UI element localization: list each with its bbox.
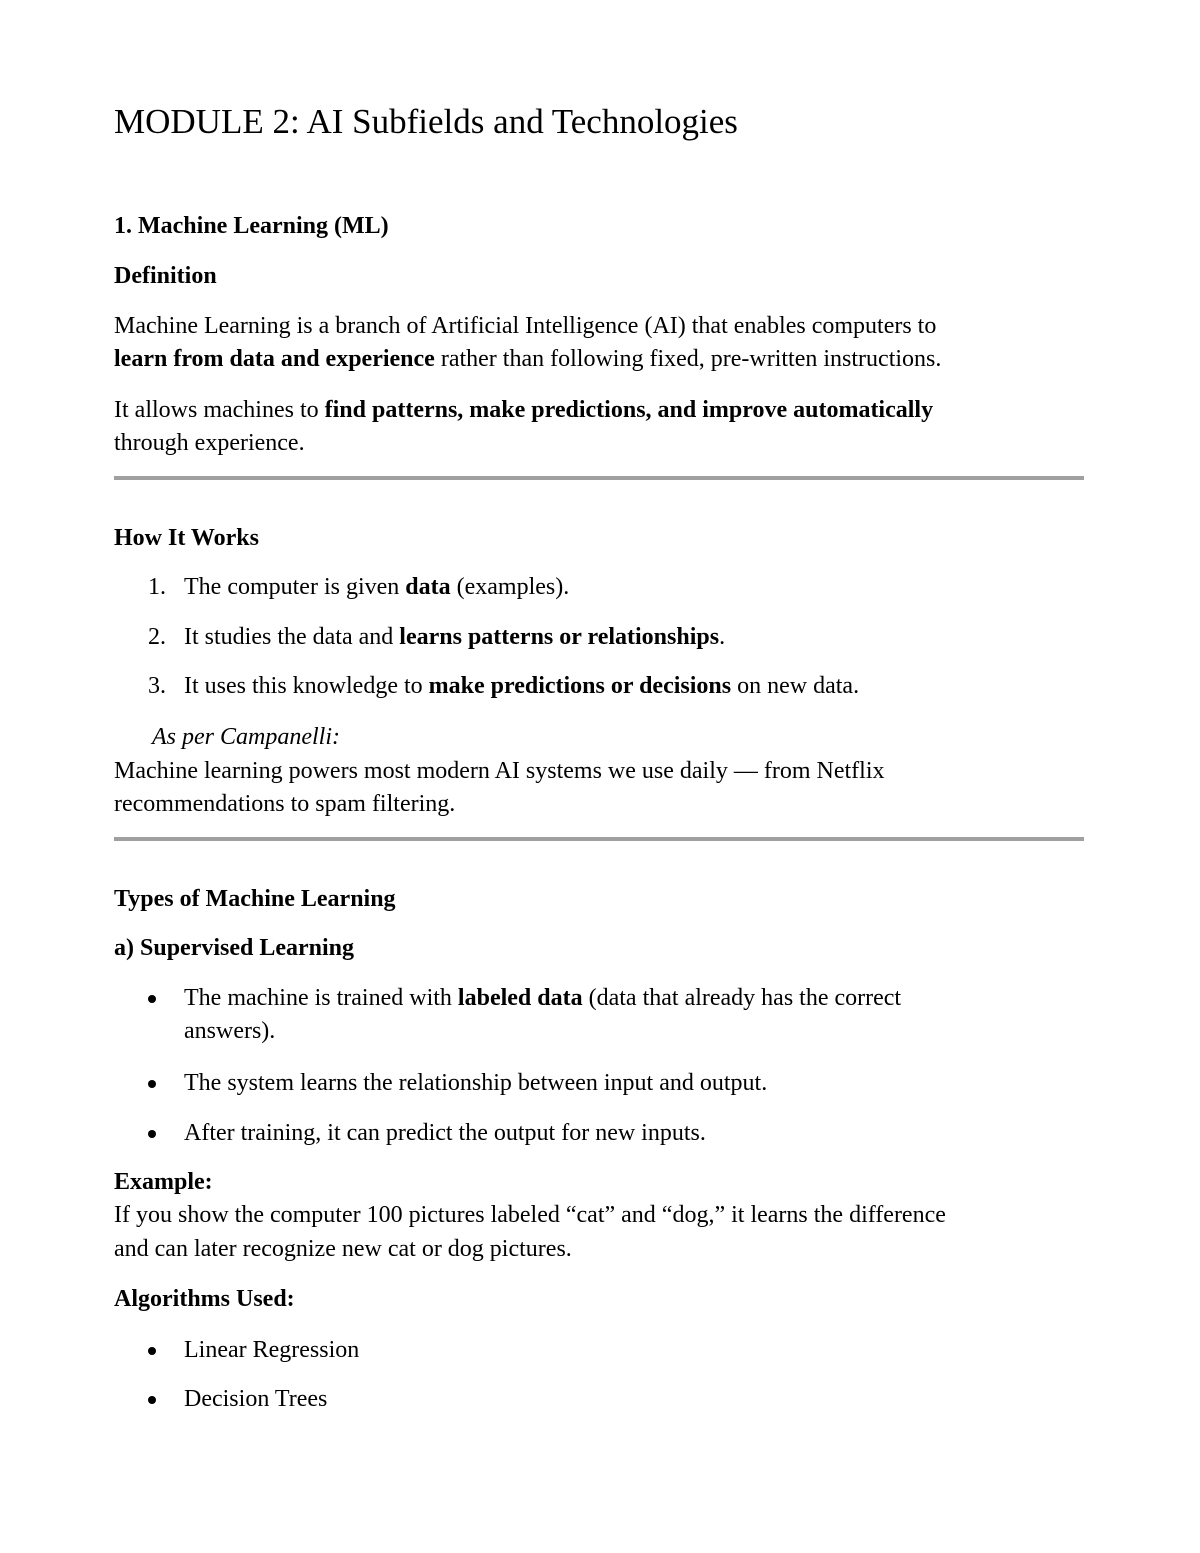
bullet-icon <box>148 1080 156 1088</box>
quote-line-2: recommendations to spam filtering. <box>114 791 456 817</box>
definition-emphasis: learn from data and experience <box>114 346 435 372</box>
step-3-pre: It uses this knowledge to <box>184 673 429 699</box>
source-attribution: As per Campanelli: <box>152 724 340 750</box>
step-1-emphasis: data <box>405 574 451 600</box>
step-number-3: 3. <box>148 673 166 699</box>
capability-line-1 <box>114 395 933 425</box>
capability-intro: It allows machines to <box>114 397 325 423</box>
step-2-emphasis: learns patterns or relationships <box>399 624 720 650</box>
definition-line-2 <box>114 344 941 374</box>
step-1-pre: The computer is given <box>184 574 406 600</box>
step-2-post: . <box>719 624 726 650</box>
bullet-icon <box>148 995 156 1003</box>
example-line-2: and can later recognize new cat or dog pictures. <box>114 1236 572 1262</box>
definition-line-2-rest: rather than following fixed, pre-written instructions. <box>434 346 942 372</box>
bullet-1-line-2: answers). <box>184 1018 276 1044</box>
example-label: Example: <box>114 1169 213 1195</box>
step-number-1: 1. <box>148 574 166 600</box>
algorithm-item: Decision Trees <box>184 1386 328 1412</box>
step-1 <box>184 572 569 602</box>
step-2 <box>184 622 725 652</box>
bullet-icon <box>148 1130 156 1138</box>
bullet-1-post: (data that already has the correct <box>582 985 902 1011</box>
horizontal-rule <box>114 476 1084 480</box>
definition-line-1: Machine Learning is a branch of Artificial Intelligence (AI) that enables computers to <box>114 313 937 339</box>
bullet-3: After training, it can predict the output for new inputs. <box>184 1120 706 1146</box>
step-1-post: (examples). <box>450 574 570 600</box>
capability-line-2: through experience. <box>114 430 305 456</box>
capability-emphasis: find patterns, make predictions, and improve automatically <box>324 397 934 423</box>
page-title: MODULE 2: AI Subfields and Technologies <box>114 102 738 141</box>
bullet-1-emphasis: labeled data <box>457 985 583 1011</box>
section-heading-machine-learning: 1. Machine Learning (ML) <box>114 213 389 239</box>
bullet-icon <box>148 1396 156 1404</box>
step-3-emphasis: make predictions or decisions <box>428 673 732 699</box>
bullet-2: The system learns the relationship between input and output. <box>184 1070 768 1096</box>
step-3 <box>184 671 859 701</box>
bullet-1-pre: The machine is trained with <box>184 985 458 1011</box>
algorithm-item: Linear Regression <box>184 1337 360 1363</box>
bullet-1-line-1 <box>184 983 901 1013</box>
supervised-learning-heading: a) Supervised Learning <box>114 935 355 961</box>
types-heading: Types of Machine Learning <box>114 886 396 912</box>
definition-label: Definition <box>114 263 217 289</box>
horizontal-rule <box>114 837 1084 841</box>
algorithms-label: Algorithms Used: <box>114 1286 295 1312</box>
how-it-works-heading: How It Works <box>114 525 259 551</box>
bullet-icon <box>148 1347 156 1355</box>
quote-line-1: Machine learning powers most modern AI systems we use daily — from Netflix <box>114 758 885 784</box>
example-line-1: If you show the computer 100 pictures labeled “cat” and “dog,” it learns the difference <box>114 1202 946 1228</box>
step-number-2: 2. <box>148 624 166 650</box>
step-3-post: on new data. <box>731 673 860 699</box>
step-2-pre: It studies the data and <box>184 624 400 650</box>
